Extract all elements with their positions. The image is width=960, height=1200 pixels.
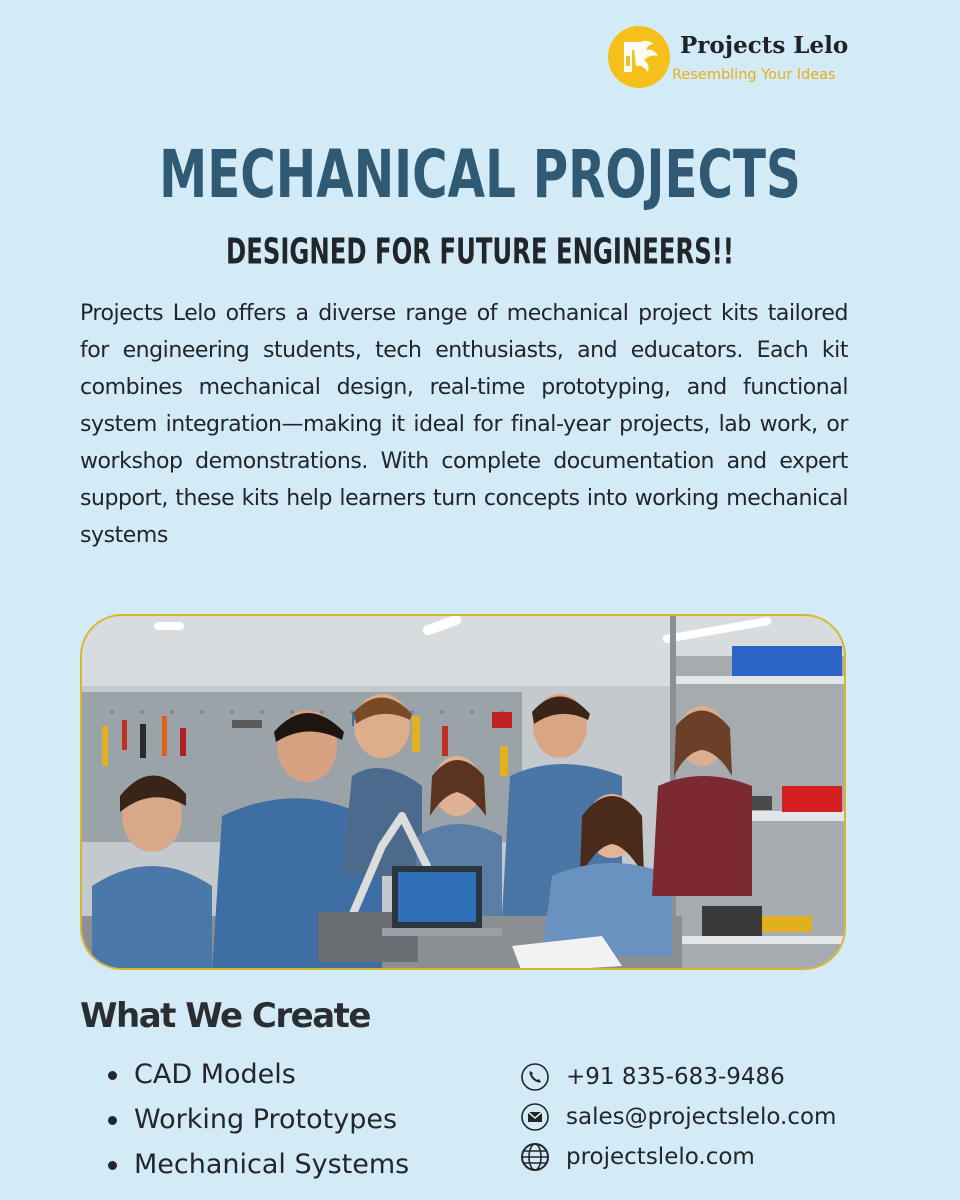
feature-label: CAD Models <box>134 1059 296 1090</box>
intro-paragraph: Projects Lelo offers a diverse range of mechanical project kits tailored for engineering students, tech enthusiasts, and educators. Each kit combines mechanical design, real-time prototyping, and functional system integration—making it ideal for final-year projects, lab work, or workshop demonstrations. With complete documentation and expert support, these kits help learners turn concepts into working mechanical systems <box>80 301 848 548</box>
bullet-icon <box>108 1161 117 1170</box>
page-subtitle: DESIGNED FOR FUTURE ENGINEERS!! <box>226 230 734 273</box>
section-heading: What We Create <box>80 996 370 1036</box>
feature-label: Working Prototypes <box>134 1104 398 1135</box>
bullet-icon <box>108 1071 117 1080</box>
brand-logo <box>608 26 908 90</box>
brand-name: Projects Lelo <box>680 32 849 59</box>
bullet-icon <box>108 1116 117 1125</box>
contact-text: projectslelo.com <box>566 1144 755 1170</box>
workshop-photo <box>80 614 846 970</box>
mail-icon <box>520 1102 550 1132</box>
list-item <box>108 1097 409 1142</box>
feature-list <box>108 1052 409 1187</box>
brand-logo-icon <box>608 26 670 88</box>
contact-text: +91 835-683-9486 <box>566 1064 785 1090</box>
list-item <box>108 1052 409 1097</box>
contact-text: sales@projectslelo.com <box>566 1104 837 1130</box>
list-item <box>108 1142 409 1187</box>
page-title: MECHANICAL PROJECTS <box>159 135 801 213</box>
feature-label: Mechanical Systems <box>134 1149 410 1180</box>
phone-icon <box>520 1062 550 1092</box>
brand-tagline: Resembling Your Ideas <box>672 67 836 83</box>
globe-icon <box>520 1142 550 1172</box>
